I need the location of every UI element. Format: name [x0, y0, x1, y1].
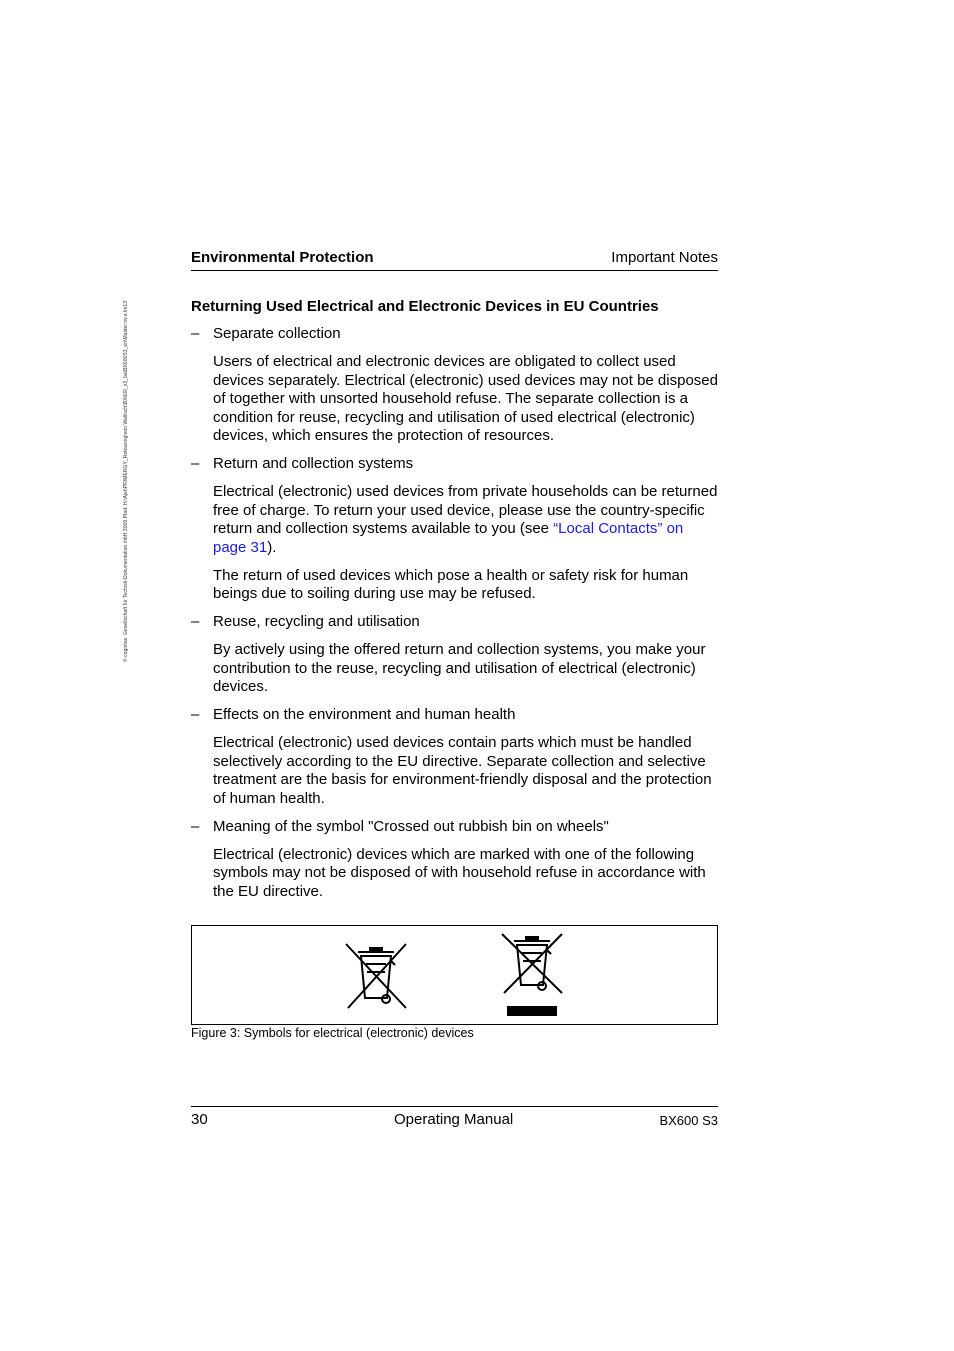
crossed-out-wheelie-bin-icon	[344, 942, 410, 1010]
list-dash: –	[191, 613, 200, 630]
main-content	[191, 325, 718, 911]
paragraph: Users of electrical and electronic devices are obligated to collect used devices separately. Electrical (electronic) used devices may not be disposed of together with unsorted household refuse. The separate collection is a condition for reuse, recycling and utilisation of used electrical (electronic) devices, which ensures the protection of resources.	[213, 353, 718, 444]
list-dash: –	[191, 817, 200, 835]
side-margin-note	[123, 242, 135, 662]
figure-symbols-box	[191, 925, 718, 1025]
list-item-title: Return and collection systems	[213, 455, 414, 472]
header-chapter-name: Important Notes	[611, 249, 718, 266]
figure-caption: Figure 3: Symbols for electrical (electronic) devices	[191, 1026, 474, 1040]
page-number: 30	[191, 1111, 208, 1128]
header-section-name: Environmental Protection	[191, 249, 374, 266]
list-item-title: Separate collection	[213, 325, 341, 342]
list-item-title: Effects on the environment and human health	[213, 706, 516, 723]
list-item-title: Reuse, recycling and utilisation	[213, 613, 420, 630]
local-contacts-link[interactable]: “Local Contacts” on page 31	[213, 520, 684, 556]
section-title: Returning Used Electrical and Electronic Devices in EU Countries	[191, 298, 659, 315]
list-dash: –	[191, 325, 200, 342]
list-item-title: Meaning of the symbol "Crossed out rubbish bin on wheels"	[213, 817, 609, 835]
list-item-reuse-recycling	[191, 613, 718, 632]
list-dash: –	[191, 455, 200, 472]
page-footer	[191, 1106, 718, 1131]
paragraph: The return of used devices which pose a health or safety risk for human beings due to soiling during use may be refused.	[213, 566, 689, 602]
product-name: BX600 S3	[659, 1113, 718, 1128]
paragraph: Electrical (electronic) used devices contain parts which must be handled selectively according to the EU directive. Separate collection and selective treatment are the basis for environment-friendly disposal and the protection of human health.	[213, 734, 712, 807]
page-header	[191, 248, 718, 271]
list-item-environment-health	[191, 706, 718, 725]
paragraph: Electrical (electronic) devices which are marked with one of the following symbols may not be disposed of with household refuse in accordance with the EU directive.	[213, 845, 706, 900]
crossed-out-wheelie-bin-with-bar-icon	[501, 933, 565, 1019]
paragraph-with-link	[213, 483, 718, 557]
paragraph: By actively using the offered return and collection systems, you make your contribution to the reuse, recycling and utilisation of electrical (electronic) devices.	[213, 641, 706, 695]
paragraph-text: ).	[267, 538, 277, 556]
manual-title: Operating Manual	[394, 1111, 514, 1128]
list-item-return-collection	[191, 455, 718, 474]
list-dash: –	[191, 706, 200, 723]
list-item-symbol-meaning	[191, 818, 718, 837]
list-item-separate-collection	[191, 325, 718, 344]
paragraph-text: Electrical (electronic) used devices from private households can be returned free of charge. To return your used device, please use the country-specific return and collection systems available to you (see	[213, 483, 718, 537]
side-margin-note-text: © cognitas. Gesellschaft für Technik-Dokumentation mbH 2009 Pfad: H:\Ajet\PRIMERGY_Releasing\von Wallisch\BX600_x3_ba\BX600S3_en\Master.nv.a.lm13	[123, 300, 129, 662]
